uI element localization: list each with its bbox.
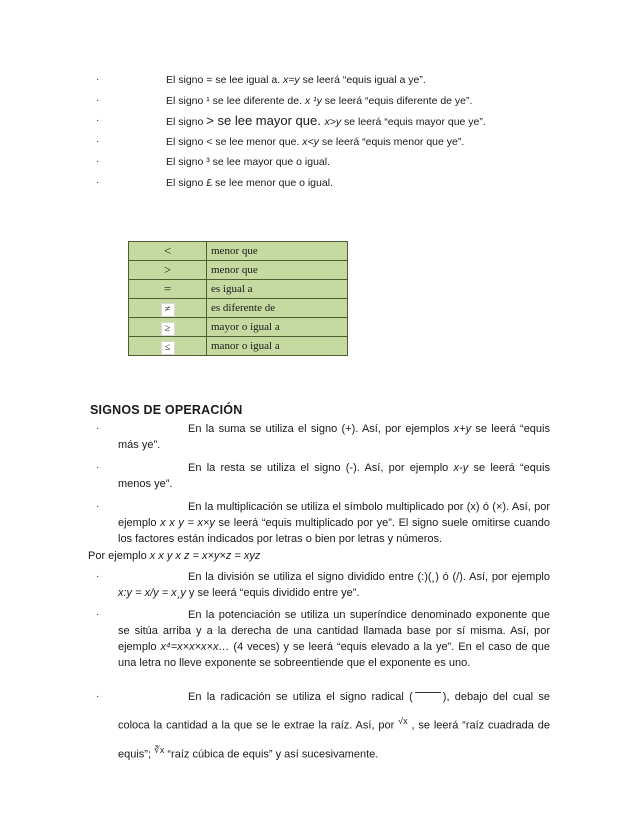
bullet: ·	[96, 135, 100, 147]
bullet: ·	[96, 94, 100, 106]
symbol-cell	[129, 337, 207, 356]
item-example: x:y = x/y = x¸y	[118, 587, 186, 599]
item-reading: se leerá “equis igual a ye”.	[299, 74, 426, 86]
square-root-icon: √x	[398, 716, 408, 726]
meaning-cell: menor que	[207, 242, 348, 261]
bullet: ·	[96, 609, 100, 620]
item-text: El signo ³ se lee mayor que o igual.	[166, 156, 331, 168]
table-row	[129, 242, 348, 261]
item-text: El signo < se lee menor que.	[166, 135, 303, 148]
list-item-radicacion: · En la radicación se utiliza el signo radical ( ), debajo del cual se coloca la cantidad a la que se le extrae la raíz. Así, por $^{√x}$ , se leerá “raíz cuadrada de equis”; $^{∛x}$ “raíz cúbica de equis” y así sucesivamente.	[118, 685, 550, 766]
item-reading: se leerá “equis mayor que ye”.	[341, 116, 486, 128]
symbol-image: ≠	[161, 303, 175, 317]
meaning-cell: menor que	[207, 261, 348, 280]
item-example: x=y	[283, 74, 300, 86]
list-item-division: · En la división se utiliza el signo dividido entre (:)(¸) ó (/). Así, por ejemplo x:y = x/y = x¸y y se leerá “equis dividido entre ye”.	[96, 571, 550, 599]
bullet: ·	[96, 571, 100, 582]
bullet: ·	[96, 176, 100, 188]
item-reading: se leerá “equis diferente de ye”.	[321, 94, 473, 107]
bullet: ·	[96, 156, 100, 167]
section-heading: SIGNOS DE OPERACIÓN	[90, 403, 243, 417]
symbol-cell	[129, 299, 207, 318]
list-item	[0, 113, 638, 134]
list-item	[0, 175, 638, 196]
list-item	[0, 93, 638, 114]
item-text: El signo ¹ se lee diferente de.	[166, 94, 305, 107]
table-row	[129, 337, 348, 356]
symbol-cell: =	[129, 280, 207, 299]
bullet: ·	[96, 501, 100, 512]
item-example: x⁴=x×x×x×x…	[160, 641, 230, 653]
item-reading: se leerá “equis menor que ye”.	[318, 135, 465, 148]
cube-root-icon: ∛x	[154, 744, 165, 755]
symbol-image: ≤	[161, 341, 175, 355]
symbol-cell: >	[129, 261, 207, 280]
item-example: x-y	[453, 462, 469, 474]
item-symbol: >	[206, 113, 214, 128]
item-example: x>y	[324, 116, 342, 128]
table-row	[129, 318, 348, 337]
list-item-multiplicacion: · En la multiplicación se utiliza el símbolo multiplicado por (x) ó (×). Así, por ejemplo x x y = x×y se leerá “equis multiplicado por ye”. El signo suele omitirse cuando los factores están indicados por letras o bien por letras y números.	[96, 501, 550, 545]
meaning-cell: es igual a	[207, 280, 348, 299]
meaning-cell: manor o igual a	[207, 337, 348, 356]
item-example: x x y x z = x×y×z = xyz	[149, 550, 261, 562]
list-item	[0, 72, 638, 93]
bullet: ·	[96, 691, 100, 702]
list-item-potenciacion: · En la potenciación se utiliza un superíndice denominado exponente que se sitúa arriba y a la derecha de una cantidad llamada base por sí misma. Así, por ejemplo x⁴=x×x×x×x… (4 veces) y se leerá “equis elevado a la ye”. En el caso de que una letra no lleve exponente se sobreentiende que el exponente es uno.	[96, 609, 550, 669]
relational-signs-list	[0, 72, 638, 195]
symbol-cell: <	[129, 242, 207, 261]
list-item	[0, 134, 638, 155]
meaning-cell: mayor o igual a	[207, 318, 348, 337]
bullet: ·	[96, 115, 100, 126]
comparison-signs-table	[128, 241, 348, 356]
example-line: Por ejemplo x x y x z = x×y×z = xyz	[88, 550, 261, 562]
item-text: El signo = se lee igual a.	[166, 74, 284, 86]
bullet: ·	[96, 423, 100, 434]
item-example: x ¹y	[304, 94, 322, 107]
list-item-resta: · En la resta se utiliza el signo (-). Así, por ejemplo x-y se leerá “equis menos ye”.	[96, 462, 550, 490]
item-example: x+y	[453, 423, 472, 435]
bullet: ·	[96, 462, 100, 473]
list-item	[0, 154, 638, 175]
symbol-image: ≥	[161, 322, 175, 336]
table-row	[129, 299, 348, 318]
item-example: x<y	[302, 135, 319, 148]
table-row	[129, 280, 348, 299]
item-example: x x y = x×y	[160, 517, 215, 529]
list-item-suma: · En la suma se utiliza el signo (+). Así, por ejemplos x+y se leerá “equis más ye”.	[96, 423, 550, 451]
radical-sign-icon	[415, 692, 441, 702]
symbol-cell	[129, 318, 207, 337]
table-row	[129, 261, 348, 280]
item-text: El signo £ se lee menor que o igual.	[166, 176, 333, 189]
meaning-cell: es diferente de	[207, 299, 348, 318]
item-text: se lee mayor que.	[213, 113, 325, 128]
bullet: ·	[96, 74, 100, 85]
operation-signs-list	[0, 421, 638, 766]
item-text: El signo	[166, 116, 207, 128]
